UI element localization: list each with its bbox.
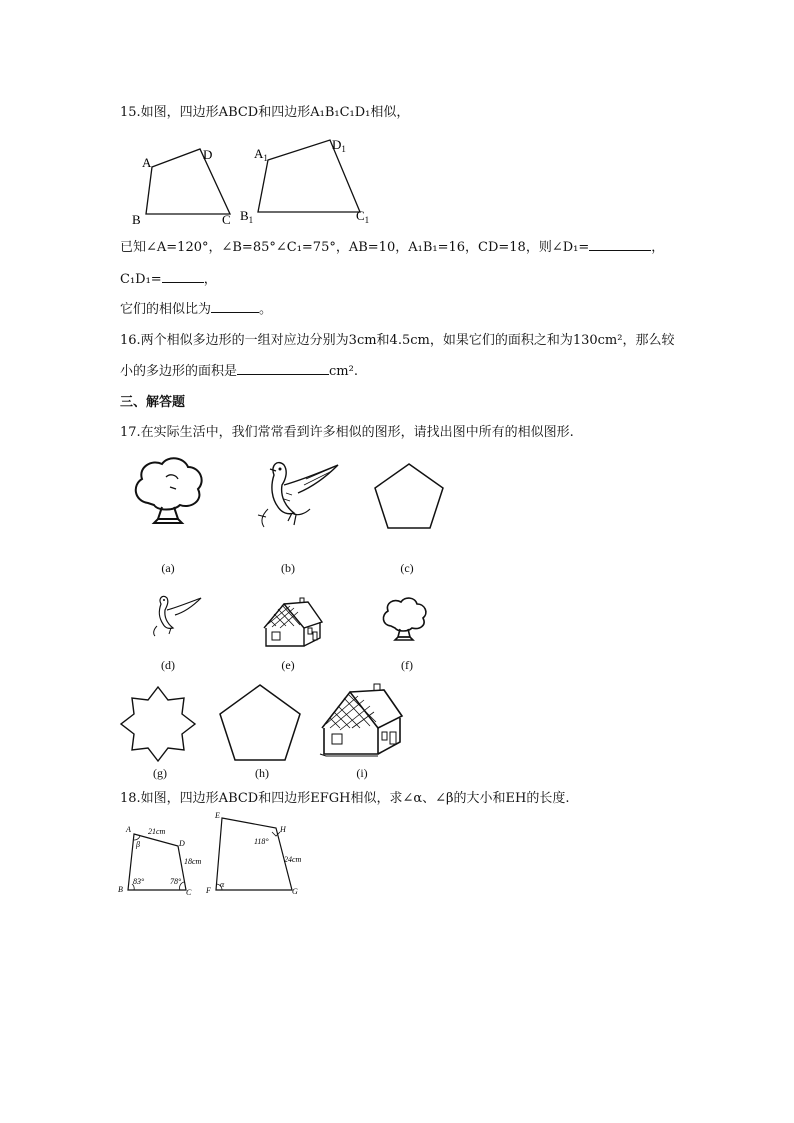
section-title: 三、解答题 [120, 395, 186, 410]
q15-stem: 15.如图，四边形ABCD和四边形A₁B₁C₁D₁相似， [120, 105, 410, 120]
tree-icon-f [379, 596, 429, 646]
house-icon-i [318, 684, 408, 759]
label-D1: $D_1$ [332, 137, 346, 154]
label-C1: $C_1$ [356, 208, 370, 225]
answer-blank-ratio[interactable] [211, 300, 259, 313]
q15-ratio-line [120, 300, 272, 319]
tree-icon-a [128, 455, 208, 535]
q15-ratio-text: 它们的相似比为 [120, 302, 212, 317]
q15-given-text: 已知∠A=120°，∠B=85°∠C₁=75°，AB=10，A₁B₁=16，CD=18，则∠D₁= [120, 240, 590, 255]
label-C: C [186, 888, 192, 897]
caption-b: (b) [281, 561, 295, 575]
side-hg: 24cm [284, 855, 302, 864]
caption-e: (e) [281, 658, 295, 672]
label-C: C [222, 212, 231, 227]
answer-blank-area[interactable] [237, 362, 329, 375]
label-B: B [118, 885, 123, 894]
angle-b: 83° [133, 877, 145, 886]
label-B: B [132, 212, 141, 227]
label-B1: $B_1$ [240, 208, 254, 225]
label-A: A [142, 155, 152, 170]
caption-c: (c) [400, 561, 414, 575]
caption-d: (d) [161, 658, 175, 672]
caption-h: (h) [255, 766, 269, 780]
angle-c: 78° [170, 877, 182, 886]
label-E: E [215, 811, 220, 820]
side-dc: 18cm [184, 857, 202, 866]
angle-beta: β [136, 840, 140, 849]
label-D: D [179, 839, 185, 848]
label-A1: $A_1$ [254, 146, 268, 163]
label-A: A [126, 825, 131, 834]
q16-line1: 16.两个相似多边形的一组对应边分别为3cm和4.5cm，如果它们的面积之和为130cm²，那么较 [120, 333, 675, 348]
angle-h: 118° [254, 837, 269, 846]
side-ad: 21cm [148, 827, 166, 836]
answer-blank-d1[interactable] [589, 238, 651, 251]
q16-line2-post: cm². [329, 364, 358, 379]
q15-figure-a1b1c1d1 [240, 136, 390, 225]
caption-a: (a) [161, 561, 175, 575]
caption-i: (i) [356, 766, 368, 780]
q18-stem: 18.如图，四边形ABCD和四边形EFGH相似，求∠α、∠β的大小和EH的长度. [120, 791, 570, 806]
house-icon-e [258, 598, 328, 658]
q18-figure-abcd [118, 820, 208, 900]
q15-c1d1-line: C₁D₁= ， [120, 272, 217, 287]
q15-figure-abcd [130, 142, 240, 227]
caption-f: (f) [401, 658, 413, 672]
answer-blank-c1d1[interactable] [162, 270, 204, 283]
label-G: G [292, 887, 298, 896]
q15-ratio-end: 。 [259, 302, 273, 317]
q16-line2 [120, 362, 358, 381]
pentagon-icon-h [218, 682, 308, 767]
caption-g: (g) [153, 766, 167, 780]
q17-stem: 17.在实际生活中，我们常常看到许多相似的图形，请找出图中所有的相似图形. [120, 425, 574, 440]
q16-line2-pre: 小的多边形的面积是 [120, 364, 238, 379]
star-icon-g [118, 684, 198, 764]
pentagon-icon-c [373, 458, 453, 538]
q15-given: 已知∠A=120°，∠B=85°∠C₁=75°，AB=10，A₁B₁=16，CD=18，则∠D₁= ， [120, 240, 665, 255]
label-H: H [280, 825, 286, 834]
q15-c1d1-label: C₁D₁= [120, 272, 162, 287]
bird-icon-b [248, 455, 348, 535]
bird-icon-d [145, 592, 205, 642]
label-D: D [203, 147, 213, 162]
q18-figure-efgh [200, 810, 320, 900]
angle-alpha: α [220, 880, 225, 889]
label-F: F [206, 886, 211, 895]
